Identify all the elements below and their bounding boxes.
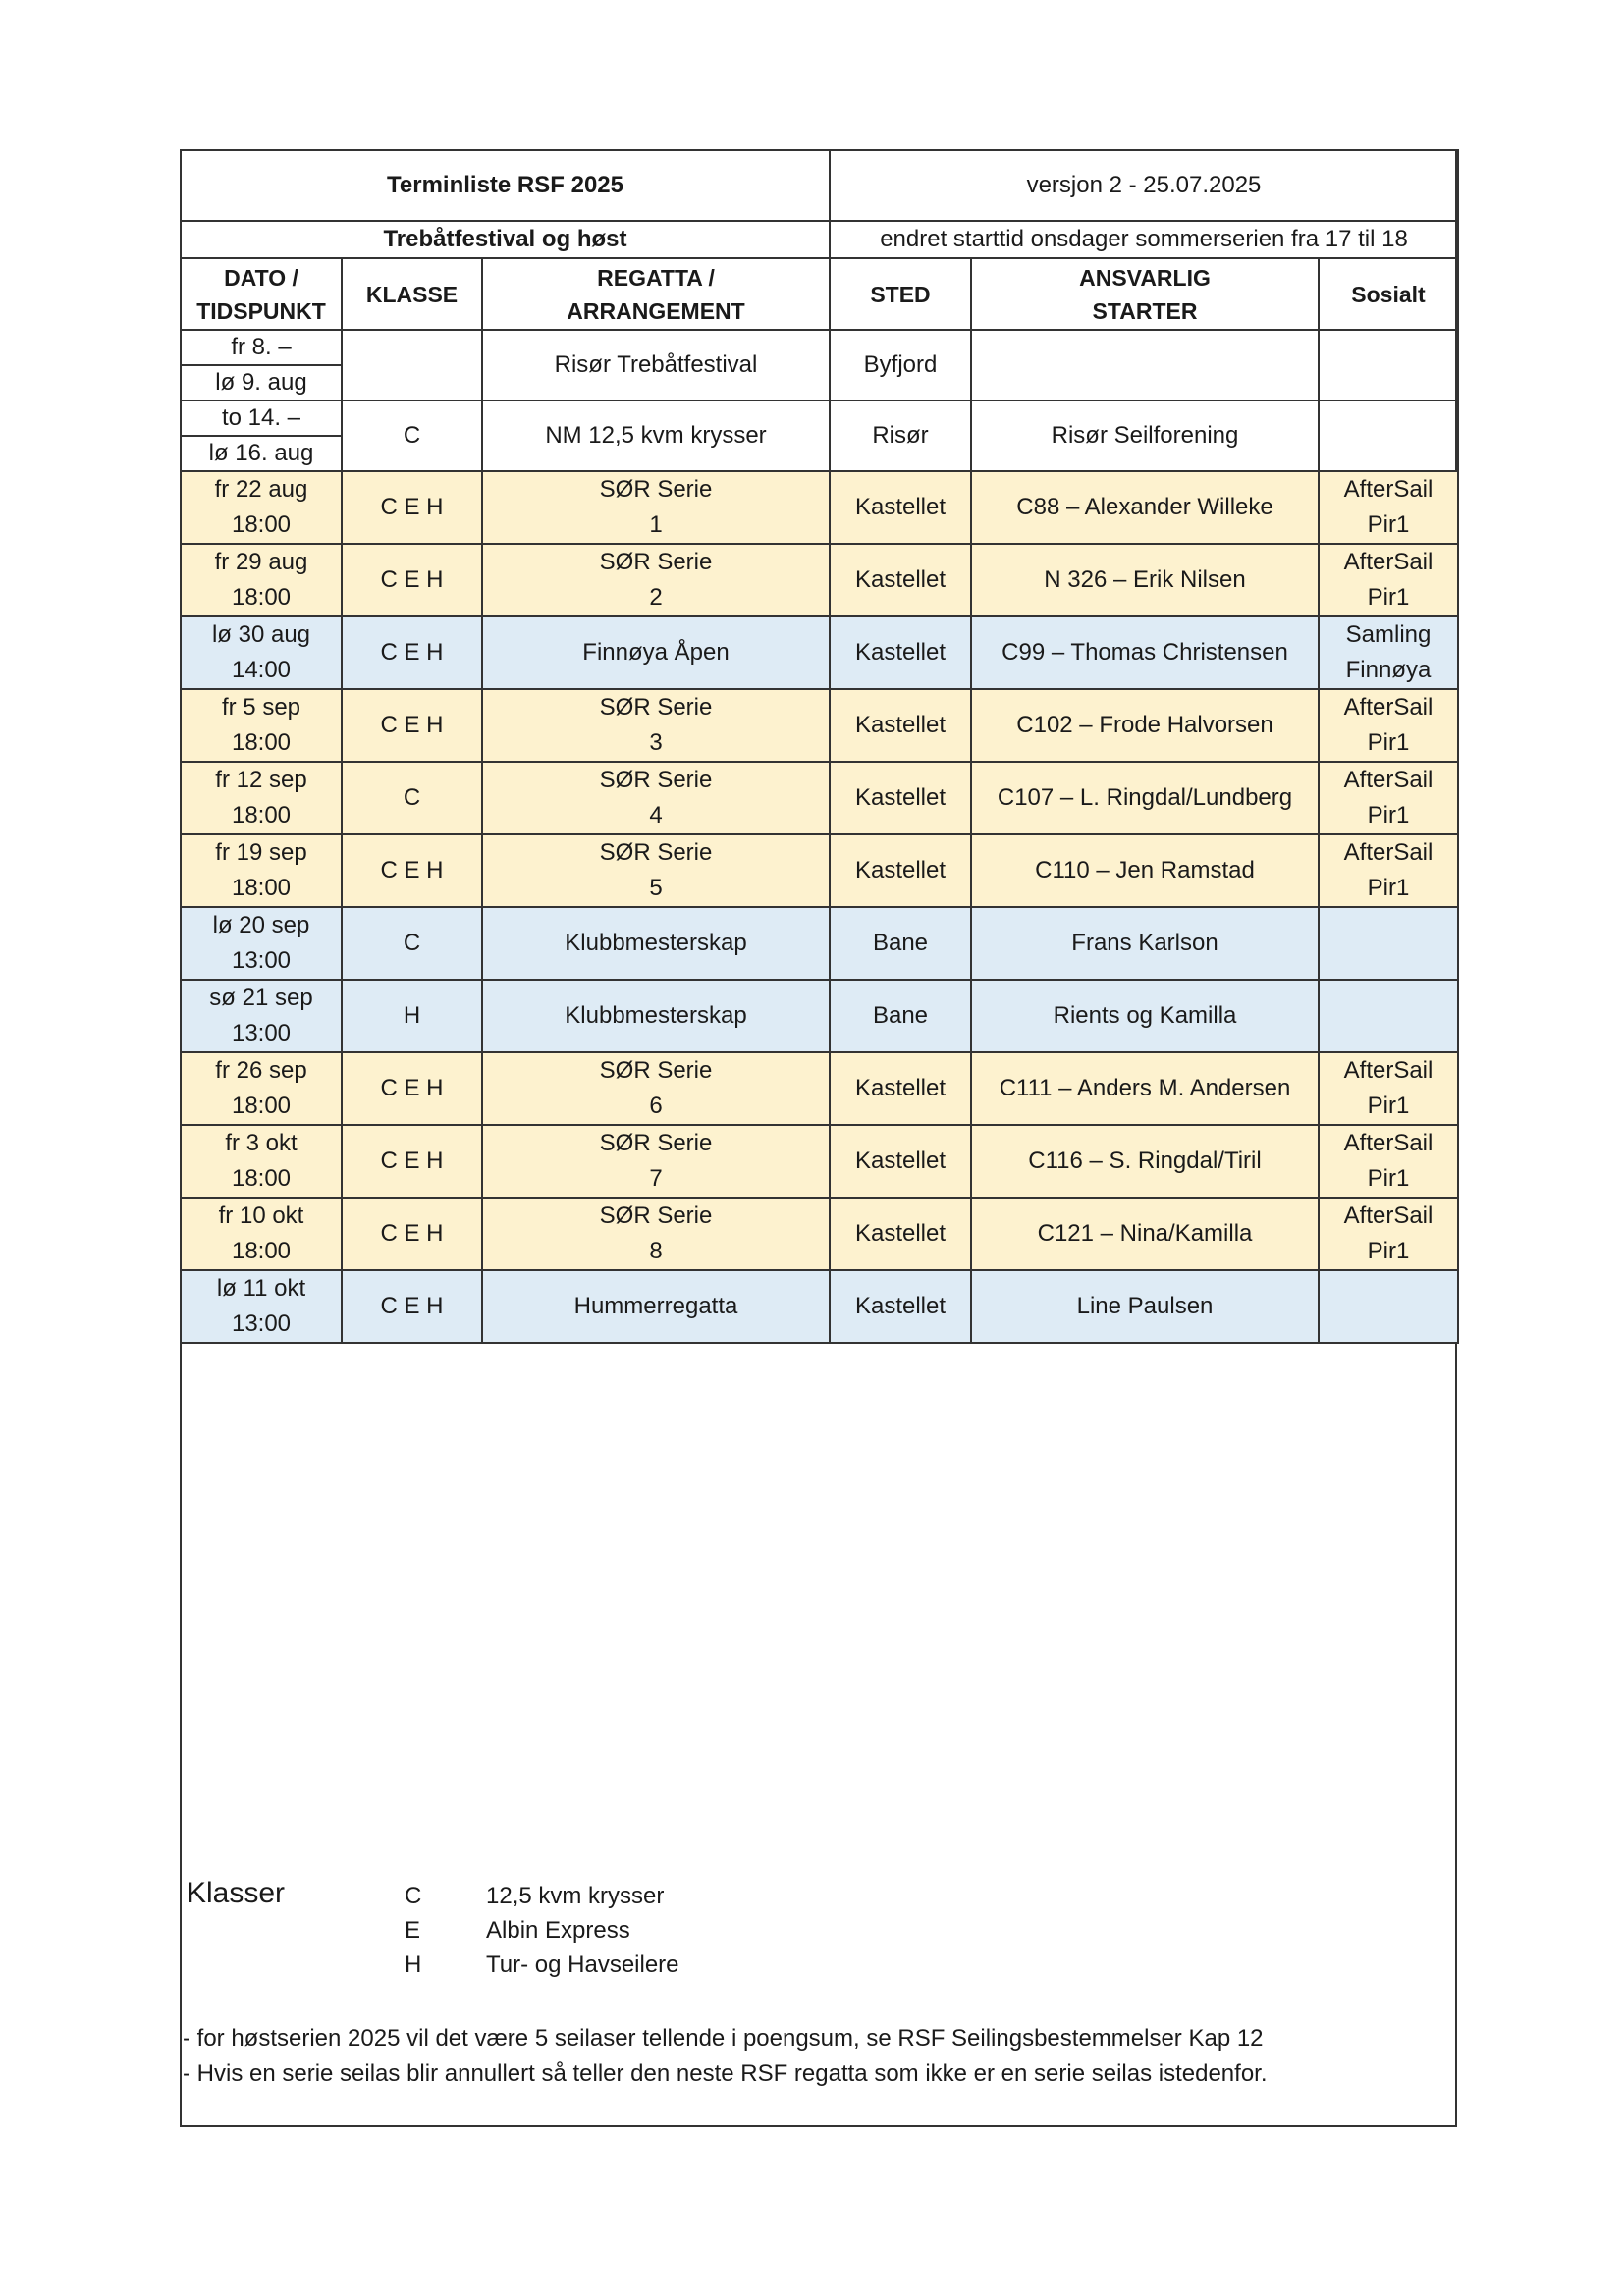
sted-cell: Kastellet [830,1198,971,1270]
date-start-cell: fr 8. – [181,330,342,365]
version-label: versjon 2 - 25.07.2025 [830,150,1458,221]
sted-cell: Kastellet [830,762,971,834]
event-row [181,834,1458,907]
event-row [181,1270,1458,1343]
regatta-cell: Risør Trebåtfestival [482,330,830,400]
ansvarlig-cell: C99 – Thomas Christensen [971,616,1319,689]
sosialt-cell: AfterSail Pir1 [1319,1052,1458,1125]
date-time-cell: fr 3 okt 18:00 [181,1125,342,1198]
column-header-row [181,258,1458,330]
sosialt-cell: AfterSail Pir1 [1319,762,1458,834]
regatta-cell: SØR Serie 6 [482,1052,830,1125]
sted-cell: Risør [830,400,971,471]
klasse-cell: C E H [342,471,482,544]
legend-title: Klasser [187,1877,286,1909]
event-row [181,471,1458,544]
ansvarlig-cell: C111 – Anders M. Andersen [971,1052,1319,1125]
ansvarlig-cell: Rients og Kamilla [971,980,1319,1052]
regatta-cell: Klubbmesterskap [482,907,830,980]
col-header-regatta: REGATTA / ARRANGEMENT [482,258,830,330]
sted-cell: Kastellet [830,1125,971,1198]
regatta-cell: SØR Serie 8 [482,1198,830,1270]
event-row [181,544,1458,616]
date-time-cell: fr 26 sep 18:00 [181,1052,342,1125]
regatta-cell: SØR Serie 2 [482,544,830,616]
sosialt-cell: Samling Finnøya [1319,616,1458,689]
date-time-cell: fr 22 aug 18:00 [181,471,342,544]
date-time-cell: fr 19 sep 18:00 [181,834,342,907]
date-time-cell: lø 11 okt 13:00 [181,1270,342,1343]
ansvarlig-cell [971,330,1319,400]
sted-cell: Kastellet [830,1052,971,1125]
ansvarlig-cell: Risør Seilforening [971,400,1319,471]
klasse-cell: C [342,907,482,980]
klasse-cell: C [342,762,482,834]
date-time-cell: fr 10 okt 18:00 [181,1198,342,1270]
sosialt-cell [1319,980,1458,1052]
sosialt-cell [1319,907,1458,980]
event-row [181,980,1458,1052]
event-row-special [181,400,1458,436]
sted-cell: Kastellet [830,471,971,544]
date-time-cell: lø 20 sep 13:00 [181,907,342,980]
date-time-cell: fr 29 aug 18:00 [181,544,342,616]
date-time-cell: fr 12 sep 18:00 [181,762,342,834]
regatta-cell: NM 12,5 kvm krysser [482,400,830,471]
sted-cell: Byfjord [830,330,971,400]
sted-cell: Kastellet [830,616,971,689]
ansvarlig-cell: C116 – S. Ringdal/Tiril [971,1125,1319,1198]
document-subtitle: Trebåtfestival og høst [181,221,830,258]
regatta-cell: Hummerregatta [482,1270,830,1343]
sosialt-cell: AfterSail Pir1 [1319,471,1458,544]
legend-name: 12,5 kvm krysser [486,1883,665,1909]
sted-cell: Kastellet [830,1270,971,1343]
sosialt-cell [1319,1270,1458,1343]
klasse-cell: C E H [342,689,482,762]
ansvarlig-cell: Line Paulsen [971,1270,1319,1343]
sosialt-cell: AfterSail Pir1 [1319,544,1458,616]
klasse-cell: C E H [342,1198,482,1270]
footnote: - Hvis en serie seilas blir annullert så teller den neste RSF regatta som ikke er en serie seilas istedenfor. [183,2060,1268,2087]
regatta-cell: SØR Serie 4 [482,762,830,834]
klasse-cell: H [342,980,482,1052]
regatta-cell: Finnøya Åpen [482,616,830,689]
document-title: Terminliste RSF 2025 [181,150,830,221]
ansvarlig-cell: C88 – Alexander Willeke [971,471,1319,544]
klasse-cell: C E H [342,1270,482,1343]
event-row [181,689,1458,762]
date-time-cell: fr 5 sep 18:00 [181,689,342,762]
date-end-cell: lø 9. aug [181,365,342,400]
sted-cell: Kastellet [830,689,971,762]
sted-cell: Bane [830,980,971,1052]
col-header-sted: STED [830,258,971,330]
sosialt-cell: AfterSail Pir1 [1319,689,1458,762]
sosialt-cell: AfterSail Pir1 [1319,1125,1458,1198]
event-row [181,1052,1458,1125]
klasse-cell: C [342,400,482,471]
date-time-cell: lø 30 aug 14:00 [181,616,342,689]
klasse-cell: C E H [342,1052,482,1125]
date-start-cell: to 14. – [181,400,342,436]
legend-code: H [405,1951,422,1978]
sosialt-cell [1319,330,1458,400]
sted-cell: Kastellet [830,834,971,907]
regatta-cell: Klubbmesterskap [482,980,830,1052]
legend-name: Tur- og Havseilere [486,1951,679,1978]
legend-code: C [405,1883,422,1909]
ansvarlig-cell: C102 – Frode Halvorsen [971,689,1319,762]
sosialt-cell [1319,400,1458,471]
regatta-cell: SØR Serie 5 [482,834,830,907]
event-row [181,1125,1458,1198]
change-note: endret starttid onsdager sommerserien fra 17 til 18 [830,221,1458,258]
event-row [181,616,1458,689]
col-header-ansvarlig: ANSVARLIG STARTER [971,258,1319,330]
legend-name: Albin Express [486,1917,630,1944]
sosialt-cell: AfterSail Pir1 [1319,834,1458,907]
ansvarlig-cell: Frans Karlson [971,907,1319,980]
event-row [181,1198,1458,1270]
ansvarlig-cell: C121 – Nina/Kamilla [971,1198,1319,1270]
regatta-cell: SØR Serie 1 [482,471,830,544]
event-row [181,907,1458,980]
klasse-cell [342,330,482,400]
ansvarlig-cell: N 326 – Erik Nilsen [971,544,1319,616]
legend-code: E [405,1917,421,1944]
sosialt-cell: AfterSail Pir1 [1319,1198,1458,1270]
ansvarlig-cell: C110 – Jen Ramstad [971,834,1319,907]
event-row-special [181,330,1458,365]
col-header-dato: DATO / TIDSPUNKT [181,258,342,330]
footnote: - for høstserien 2025 vil det være 5 seilaser tellende i poengsum, se RSF Seilingsbestemmelser Kap 12 [183,2025,1264,2052]
ansvarlig-cell: C107 – L. Ringdal/Lundberg [971,762,1319,834]
klasse-cell: C E H [342,1125,482,1198]
klasse-cell: C E H [342,616,482,689]
schedule-table [180,149,1459,1344]
col-header-sosialt: Sosialt [1319,258,1458,330]
sted-cell: Kastellet [830,544,971,616]
klasse-cell: C E H [342,834,482,907]
date-end-cell: lø 16. aug [181,436,342,471]
sted-cell: Bane [830,907,971,980]
regatta-cell: SØR Serie 7 [482,1125,830,1198]
klasse-cell: C E H [342,544,482,616]
event-row [181,762,1458,834]
date-time-cell: sø 21 sep 13:00 [181,980,342,1052]
col-header-klasse: KLASSE [342,258,482,330]
regatta-cell: SØR Serie 3 [482,689,830,762]
